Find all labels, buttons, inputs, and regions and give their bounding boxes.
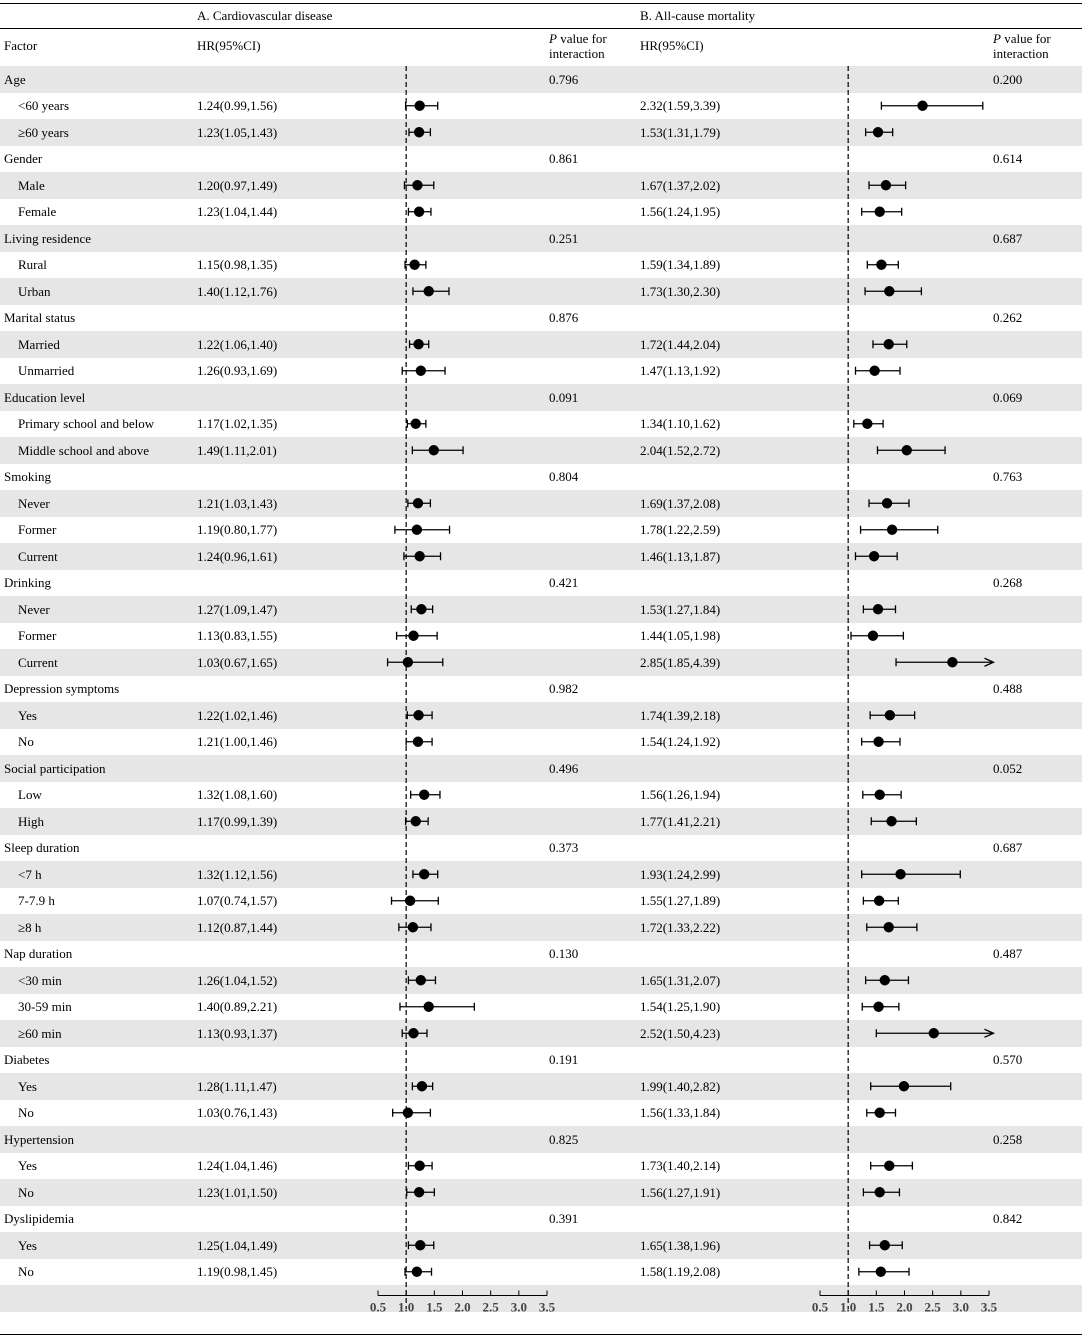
subgroup-label: Current [18,548,58,564]
group-label: Dyslipidemia [4,1211,75,1226]
x-axis-tick-label: 3.0 [510,1299,527,1315]
hr-ci-text: 1.78(1.22,2.59) [640,522,721,537]
hr-point [408,1028,418,1038]
hr-point [862,419,872,429]
hr-ci-text: 1.49(1.11,2.01) [197,442,277,458]
hr-ci-text: 1.03(0.67,1.65) [197,654,278,670]
hr-ci-text: 1.03(0.76,1.43) [197,1105,278,1120]
hr-point [416,366,426,376]
hr-point [412,1267,422,1277]
subgroup-label: Unmarried [18,363,75,378]
hr-ci-text: 1.22(1.02,1.46) [197,707,278,723]
subgroup-label: Yes [18,1158,37,1173]
hr-ci-text: 1.34(1.10,1.62) [640,416,721,431]
hr-point [884,339,894,349]
hr-point [917,101,927,111]
x-axis-tick-label: 1.5 [868,1299,885,1315]
subgroup-label: <30 min [18,972,62,988]
hr-point [419,869,429,879]
x-axis-tick-label: 0.5 [811,1299,829,1315]
hr-ci-text: 1.73(1.40,2.14) [640,1158,721,1173]
group-label: Drinking [4,575,51,590]
hr-ci-text: 1.26(1.04,1.52) [197,972,278,988]
p-interaction-value: 0.496 [549,760,579,776]
hr-ci-text: 1.21(1.00,1.46) [197,734,278,749]
hr-ci-text: 1.69(1.37,2.08) [640,495,721,511]
hr-ci-text: 1.22(1.06,1.40) [197,336,278,352]
x-axis-tick-label: 3.0 [952,1299,969,1315]
hr-point [899,1081,909,1091]
hr-point [876,1267,886,1277]
p-interaction-value: 0.842 [993,1211,1023,1226]
hr-point [873,127,883,137]
hr-point [875,790,885,800]
hr-ci-text: 1.32(1.08,1.60) [197,787,278,802]
hr-point [873,737,883,747]
subgroup-label: Yes [18,1237,37,1253]
hr-point [419,790,429,800]
subgroup-label: No [18,1184,34,1200]
p-interaction-value: 0.069 [993,389,1023,405]
hr-point [424,286,434,296]
x-axis-tick-label: 2.5 [482,1299,499,1315]
p-interaction-value: 0.258 [993,1131,1023,1147]
subgroup-label: <7 h [18,866,42,882]
subgroup-label: Former [18,522,57,537]
hr-ci-text: 1.67(1.37,2.02) [640,177,721,193]
hr-point [884,922,894,932]
subgroup-label: ≥60 min [18,1025,62,1041]
hr-point [902,445,912,455]
p-interaction-value: 0.861 [549,151,579,166]
p-interaction-value: 0.796 [549,71,579,87]
hr-column-header-a: HR(95%CI) [197,38,261,53]
subgroup-label: 7-7.9 h [18,893,55,908]
hr-ci-text: 2.32(1.59,3.39) [640,98,721,113]
panel-b-title: B. All-cause mortality [640,8,756,23]
p-interaction-value: 0.570 [993,1052,1023,1067]
group-label: Depression symptoms [4,681,120,696]
hr-ci-text: 2.85(1.85,4.39) [640,654,721,670]
hr-ci-text: 1.77(1.41,2.21) [640,813,721,829]
hr-point [408,631,418,641]
x-axis-tick-label: 3.5 [980,1299,998,1315]
hr-point [929,1028,939,1038]
subgroup-label: Yes [18,707,37,723]
subgroup-label: Former [18,628,57,643]
hr-point [884,1161,894,1171]
p-interaction-value: 0.262 [993,310,1023,325]
hr-ci-text: 1.13(0.83,1.55) [197,628,278,643]
group-label: Gender [4,151,43,166]
hr-ci-text: 1.65(1.38,1.96) [640,1237,721,1253]
hr-point [411,816,421,826]
hr-ci-text: 1.54(1.24,1.92) [640,734,721,749]
group-label: Smoking [4,469,51,484]
hr-ci-text: 2.04(1.52,2.72) [640,442,721,458]
hr-ci-text: 1.13(0.93,1.37) [197,1025,278,1041]
hr-point [869,551,879,561]
hr-ci-text: 1.15(0.98,1.35) [197,257,278,272]
hr-point [412,525,422,535]
hr-ci-text: 1.23(1.04,1.44) [197,204,278,219]
hr-ci-text: 1.23(1.05,1.43) [197,124,278,140]
hr-point [876,260,886,270]
p-interaction-value: 0.982 [549,681,579,696]
subgroup-label: ≥8 h [18,919,42,935]
bottom-rule [0,1334,1082,1335]
hr-point [414,1161,424,1171]
hr-point [886,816,896,826]
p-column-header-b: P value for interaction [993,31,1051,61]
x-axis-tick-label: 2.5 [924,1299,941,1315]
hr-point [414,101,424,111]
hr-ci-text: 1.20(0.97,1.49) [197,177,278,193]
subgroup-label: <60 years [18,98,70,113]
x-axis-tick-label: 2.0 [896,1299,913,1315]
hr-point [947,657,957,667]
hr-point [885,710,895,720]
hr-ci-text: 1.24(0.96,1.61) [197,548,278,564]
hr-point [414,207,424,217]
hr-ci-text: 1.27(1.09,1.47) [197,601,278,617]
hr-point [869,366,879,376]
p-interaction-value: 0.825 [549,1131,579,1147]
x-axis-tick-label: 1.0 [840,1299,857,1315]
group-label: Sleep duration [4,840,80,855]
x-axis-tick-label: 1.5 [426,1299,443,1315]
hr-ci-text: 1.93(1.24,2.99) [640,866,721,882]
hr-point [887,525,897,535]
p-interaction-value: 0.763 [993,469,1023,484]
hr-ci-text: 1.24(1.04,1.46) [197,1158,278,1173]
subgroup-label: Male [18,177,45,193]
p-interaction-value: 0.091 [549,389,579,405]
p-interaction-value: 0.421 [549,575,579,590]
hr-column-header-b: HR(95%CI) [640,38,704,53]
hr-ci-text: 1.46(1.13,1.87) [640,548,721,564]
x-axis-tick-label: 3.5 [538,1299,556,1315]
hr-ci-text: 1.74(1.39,2.18) [640,707,721,723]
hr-ci-text: 1.44(1.05,1.98) [640,628,721,643]
hr-point [884,286,894,296]
hr-point [415,1240,425,1250]
subgroup-label: Urban [18,283,51,299]
subgroup-label: Yes [18,1078,37,1094]
group-label: Hypertension [4,1131,75,1147]
hr-ci-text: 1.58(1.19,2.08) [640,1264,721,1279]
hr-ci-text: 1.53(1.31,1.79) [640,124,721,140]
hr-point [414,127,424,137]
hr-ci-text: 1.17(0.99,1.39) [197,813,278,829]
hr-ci-text: 1.54(1.25,1.90) [640,999,721,1014]
hr-point [416,604,426,614]
hr-point [429,445,439,455]
subgroup-label: ≥60 years [18,124,69,140]
hr-point [880,975,890,985]
hr-point [895,869,905,879]
hr-ci-text: 1.65(1.31,2.07) [640,972,721,988]
p-interaction-value: 0.268 [993,575,1023,590]
hr-point [408,922,418,932]
p-interaction-value: 0.614 [993,151,1023,166]
subgroup-label: Low [18,787,42,802]
hr-point [413,339,423,349]
hr-point [413,737,423,747]
x-axis-tick-label: 0.5 [369,1299,387,1315]
hr-ci-text: 1.72(1.44,2.04) [640,336,721,352]
hr-point [416,975,426,985]
x-axis-tick-label: 2.0 [454,1299,471,1315]
hr-ci-text: 1.07(0.74,1.57) [197,893,278,908]
hr-ci-text: 1.47(1.13,1.92) [640,363,721,378]
hr-ci-text: 2.52(1.50,4.23) [640,1025,721,1041]
hr-ci-text: 1.56(1.24,1.95) [640,204,721,219]
hr-point [882,498,892,508]
hr-point [875,207,885,217]
hr-ci-text: 1.21(1.03,1.43) [197,495,278,511]
hr-point [875,1187,885,1197]
panel-a-title: A. Cardiovascular disease [197,8,333,23]
hr-point [873,1002,883,1012]
group-label: Diabetes [4,1052,50,1067]
hr-ci-text: 1.99(1.40,2.82) [640,1078,721,1094]
p-interaction-value: 0.052 [993,760,1023,776]
hr-ci-text: 1.56(1.26,1.94) [640,787,721,802]
group-label: Education level [4,389,86,405]
hr-point [414,551,424,561]
p-interaction-value: 0.804 [549,469,579,484]
subgroup-label: No [18,734,34,749]
hr-ci-text: 1.56(1.27,1.91) [640,1184,721,1200]
hr-point [874,896,884,906]
group-label: Age [4,71,26,87]
hr-point [414,1187,424,1197]
subgroup-label: 30-59 min [18,999,72,1014]
group-label: Living residence [4,230,91,246]
hr-point [411,419,421,429]
hr-ci-text: 1.26(0.93,1.69) [197,363,278,378]
subgroup-label: Never [18,495,50,511]
hr-ci-text: 1.25(1.04,1.49) [197,1237,278,1253]
hr-ci-text: 1.53(1.27,1.84) [640,601,721,617]
subgroup-label: Primary school and below [18,416,155,431]
hr-ci-text: 1.19(0.98,1.45) [197,1264,278,1279]
hr-point [413,710,423,720]
subgroup-label: No [18,1105,34,1120]
p-interaction-value: 0.373 [549,840,579,855]
hr-point [424,1002,434,1012]
hr-point [409,260,419,270]
subgroup-label: Never [18,601,50,617]
hr-point [403,1108,413,1118]
hr-point [881,180,891,190]
group-label: Nap duration [4,946,73,961]
group-label: Marital status [4,310,76,325]
hr-point [417,1081,427,1091]
hr-point [868,631,878,641]
subgroup-label: Current [18,654,58,670]
p-interaction-value: 0.200 [993,71,1023,87]
hr-ci-text: 1.72(1.33,2.22) [640,919,721,935]
hr-ci-text: 1.24(0.99,1.56) [197,98,278,113]
factor-column-header: Factor [4,38,38,53]
hr-point [413,498,423,508]
hr-ci-text: 1.19(0.80,1.77) [197,522,278,537]
p-interaction-value: 0.876 [549,310,579,325]
hr-ci-text: 1.32(1.12,1.56) [197,866,278,882]
p-interaction-value: 0.191 [549,1052,579,1067]
hr-ci-text: 1.40(1.12,1.76) [197,283,278,299]
hr-ci-text: 1.40(0.89,2.21) [197,999,278,1014]
hr-ci-text: 1.59(1.34,1.89) [640,257,721,272]
p-interaction-value: 0.251 [549,230,579,246]
hr-point [405,896,415,906]
p-interaction-value: 0.391 [549,1211,579,1226]
hr-ci-text: 1.55(1.27,1.89) [640,893,721,908]
hr-point [873,604,883,614]
hr-point [880,1240,890,1250]
subgroup-label: No [18,1264,34,1279]
subgroup-label: Middle school and above [18,442,150,458]
p-interaction-value: 0.488 [993,681,1023,696]
p-interaction-value: 0.487 [993,946,1023,961]
subgroup-label: High [18,813,44,829]
subgroup-label: Married [18,336,60,352]
hr-ci-text: 1.28(1.11,1.47) [197,1078,277,1094]
hr-ci-text: 1.23(1.01,1.50) [197,1184,278,1200]
p-interaction-value: 0.687 [993,230,1023,246]
hr-point [412,180,422,190]
subgroup-label: Rural [18,257,47,272]
subgroup-label: Female [18,204,57,219]
p-interaction-value: 0.130 [549,946,579,961]
hr-ci-text: 1.73(1.30,2.30) [640,283,721,299]
hr-ci-text: 1.56(1.33,1.84) [640,1105,721,1120]
p-interaction-value: 0.687 [993,840,1023,855]
p-column-header-a: P value for interaction [549,31,607,61]
hr-point [875,1108,885,1118]
hr-ci-text: 1.12(0.87,1.44) [197,919,278,935]
hr-point [403,657,413,667]
group-label: Social participation [4,760,106,776]
hr-ci-text: 1.17(1.02,1.35) [197,416,278,431]
x-axis-tick-label: 1.0 [398,1299,415,1315]
